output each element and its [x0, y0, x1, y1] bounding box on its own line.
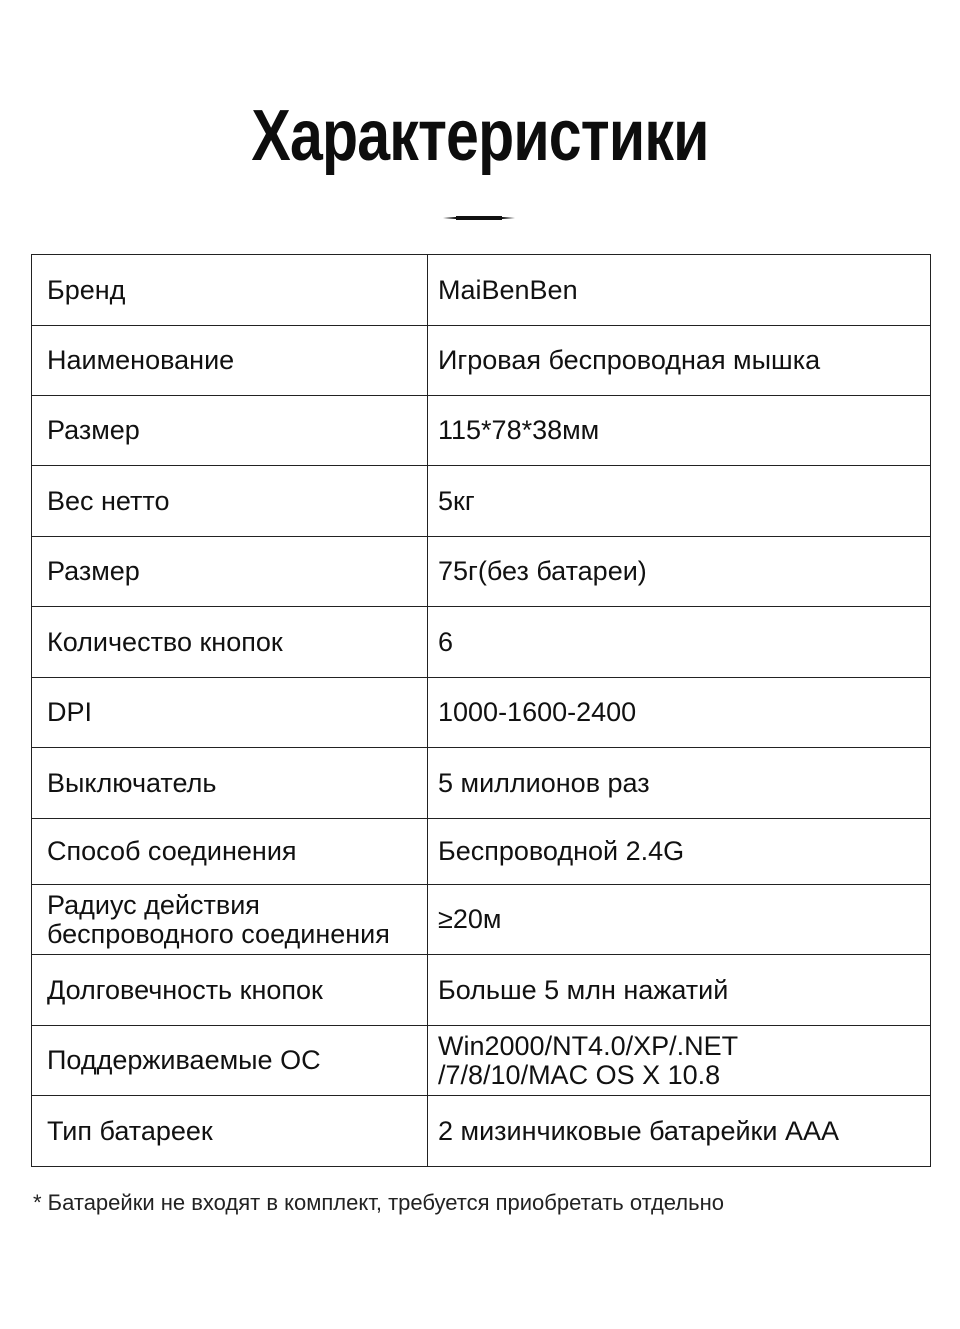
spec-value: 1000-1600-2400: [428, 678, 931, 748]
spec-value: 115*78*38мм: [428, 396, 931, 466]
table-row: [32, 466, 931, 537]
spec-value: Игровая беспроводная мышка: [428, 326, 931, 396]
spec-value: 2 мизинчиковые батарейки AAA: [428, 1096, 931, 1167]
spec-label: Радиус действия беспроводного соединения: [32, 885, 428, 955]
footnote: * Батарейки не входят в комплект, требуется приобретать отдельно: [33, 1190, 724, 1215]
spec-value: 75г(без батареи): [428, 537, 931, 607]
table-row: [32, 326, 931, 396]
title-divider-accent: [456, 216, 502, 220]
table-row: [32, 885, 931, 955]
spec-label: Выключатель: [32, 748, 428, 819]
table-row: [32, 1096, 931, 1167]
spec-value: Беспроводной 2.4G: [428, 819, 931, 885]
table-row: [32, 537, 931, 607]
table-row: [32, 819, 931, 885]
spec-label: Наименование: [32, 326, 428, 396]
spec-label: Бренд: [32, 255, 428, 326]
spec-value: 5кг: [428, 466, 931, 537]
spec-label: Размер: [32, 537, 428, 607]
table-row: [32, 748, 931, 819]
spec-value: ≥20м: [428, 885, 931, 955]
spec-label: Количество кнопок: [32, 607, 428, 678]
table-row: [32, 607, 931, 678]
spec-label: Способ соединения: [32, 819, 428, 885]
spec-label: DPI: [32, 678, 428, 748]
table-row: [32, 396, 931, 466]
table-row: [32, 255, 931, 326]
spec-value: MaiBenBen: [428, 255, 931, 326]
spec-table: [31, 254, 931, 1167]
table-row: [32, 955, 931, 1026]
spec-label: Тип батареек: [32, 1096, 428, 1167]
spec-value: Win2000/NT4.0/XP/.NET /7/8/10/MAC OS X 10.8: [428, 1026, 931, 1096]
page-title: Характеристики: [251, 96, 709, 176]
spec-value: 5 миллионов раз: [428, 748, 931, 819]
spec-label: Долговечность кнопок: [32, 955, 428, 1026]
table-row: [32, 678, 931, 748]
spec-label: Поддерживаемые ОС: [32, 1026, 428, 1096]
spec-value: 6: [428, 607, 931, 678]
spec-label: Размер: [32, 396, 428, 466]
spec-label: Вес нетто: [32, 466, 428, 537]
spec-value: Больше 5 млн нажатий: [428, 955, 931, 1026]
table-row: [32, 1026, 931, 1096]
